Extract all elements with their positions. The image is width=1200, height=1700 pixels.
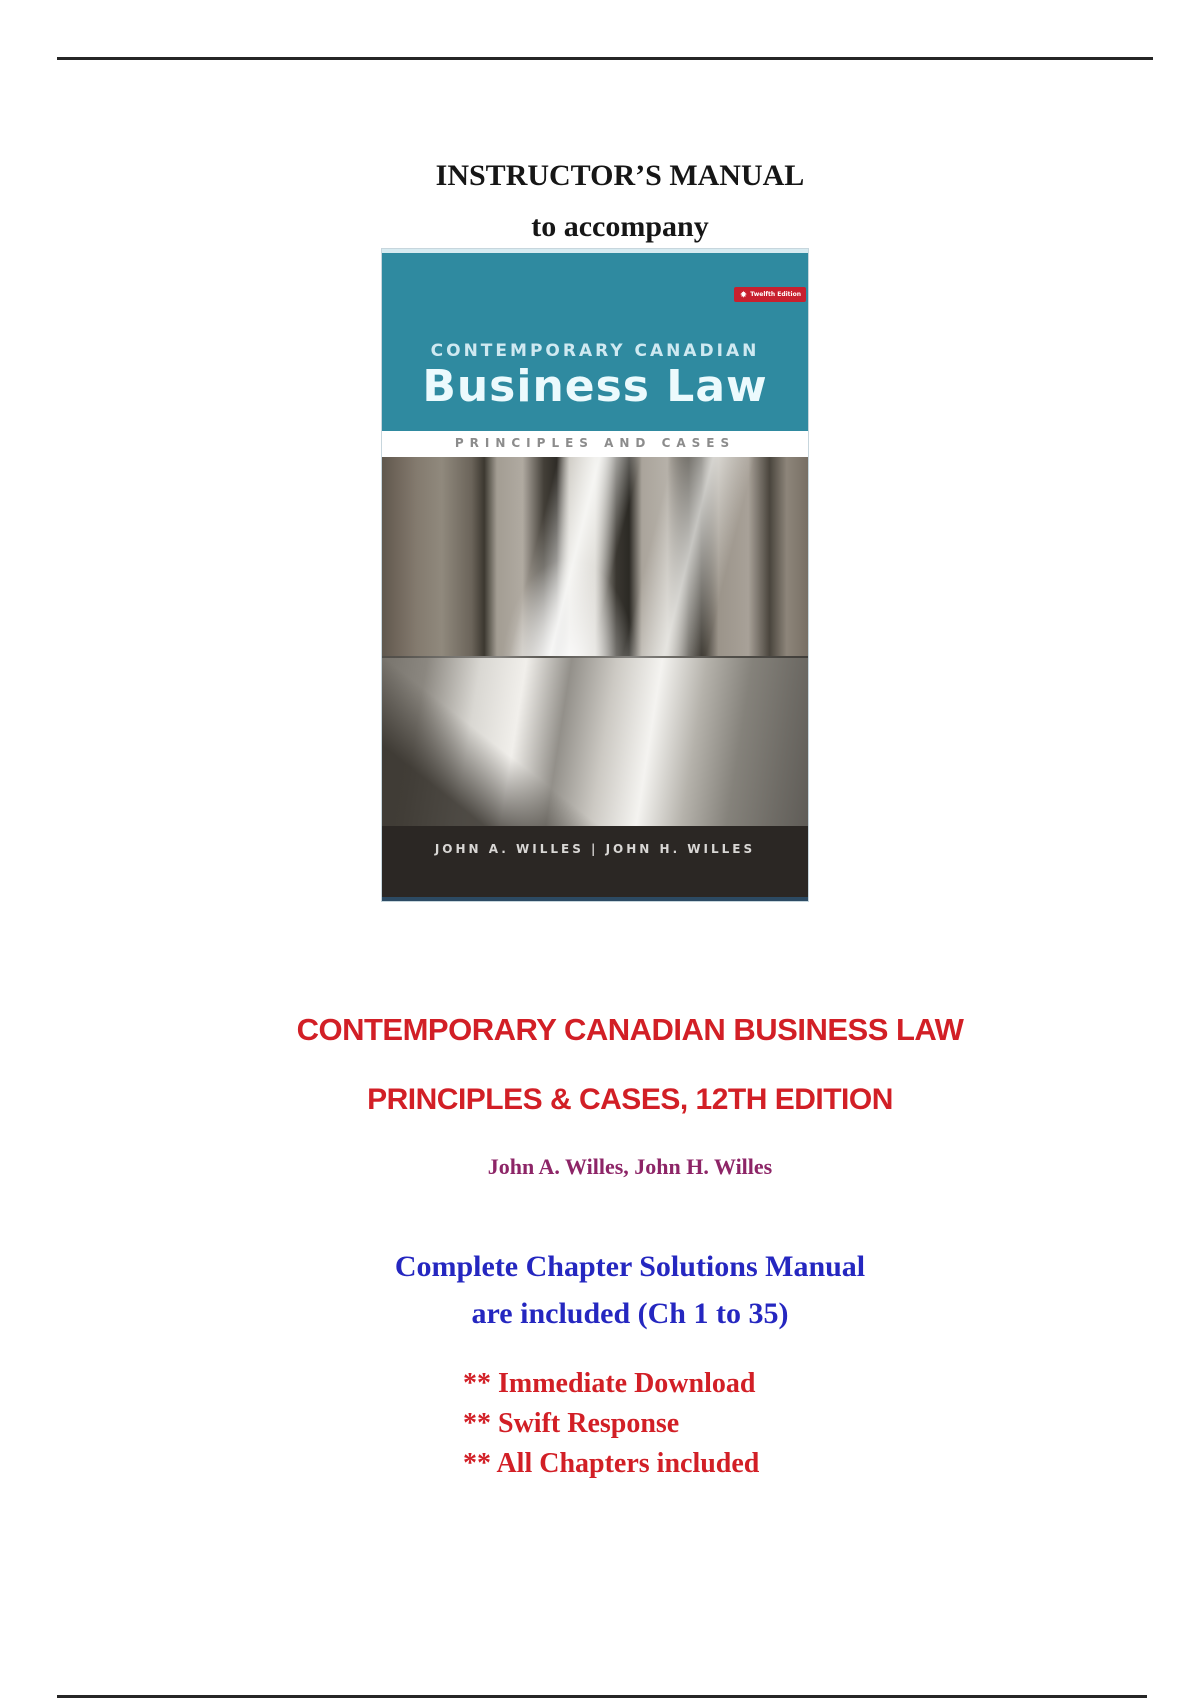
feature-item: ** Swift Response — [463, 1408, 680, 1439]
solutions-note — [60, 1243, 1200, 1337]
product-title-line1: CONTEMPORARY CANADIAN BUSINESS LAW — [296, 1012, 964, 1047]
cover-series-label: CONTEMPORARY CANADIAN — [430, 341, 760, 361]
product-title-line2: PRINCIPLES & CASES, 12TH EDITION — [367, 1083, 893, 1116]
solutions-note-line1: Complete Chapter Solutions Manual — [394, 1250, 866, 1283]
edition-badge-label: Twelfth Edition — [750, 291, 801, 298]
cover-bottom-line — [382, 897, 808, 901]
feature-item: ** All Chapters included — [463, 1448, 760, 1479]
bottom-rule — [57, 1695, 1147, 1698]
top-rule — [57, 57, 1153, 60]
book-cover — [382, 249, 808, 901]
manual-title: INSTRUCTOR’S MANUAL — [435, 159, 805, 192]
solutions-note-line2: are included (Ch 1 to 35) — [471, 1297, 789, 1330]
cover-footer — [382, 826, 808, 897]
cover-header — [382, 253, 808, 431]
feature-item: ** Immediate Download — [463, 1368, 756, 1399]
cover-title: Business Law — [422, 361, 768, 412]
authors-line: John A. Willes, John H. Willes — [487, 1154, 773, 1179]
cover-authors: JOHN A. WILLES | JOHN H. WILLES — [434, 842, 756, 856]
manual-heading — [30, 150, 1200, 252]
edition-badge — [734, 287, 806, 302]
manual-subtitle: to accompany — [531, 210, 709, 243]
book-cover-photo — [382, 457, 808, 826]
maple-leaf-icon — [739, 290, 748, 299]
feature-list — [463, 1364, 759, 1484]
cover-tagline: PRINCIPLES AND CASES — [382, 431, 808, 457]
